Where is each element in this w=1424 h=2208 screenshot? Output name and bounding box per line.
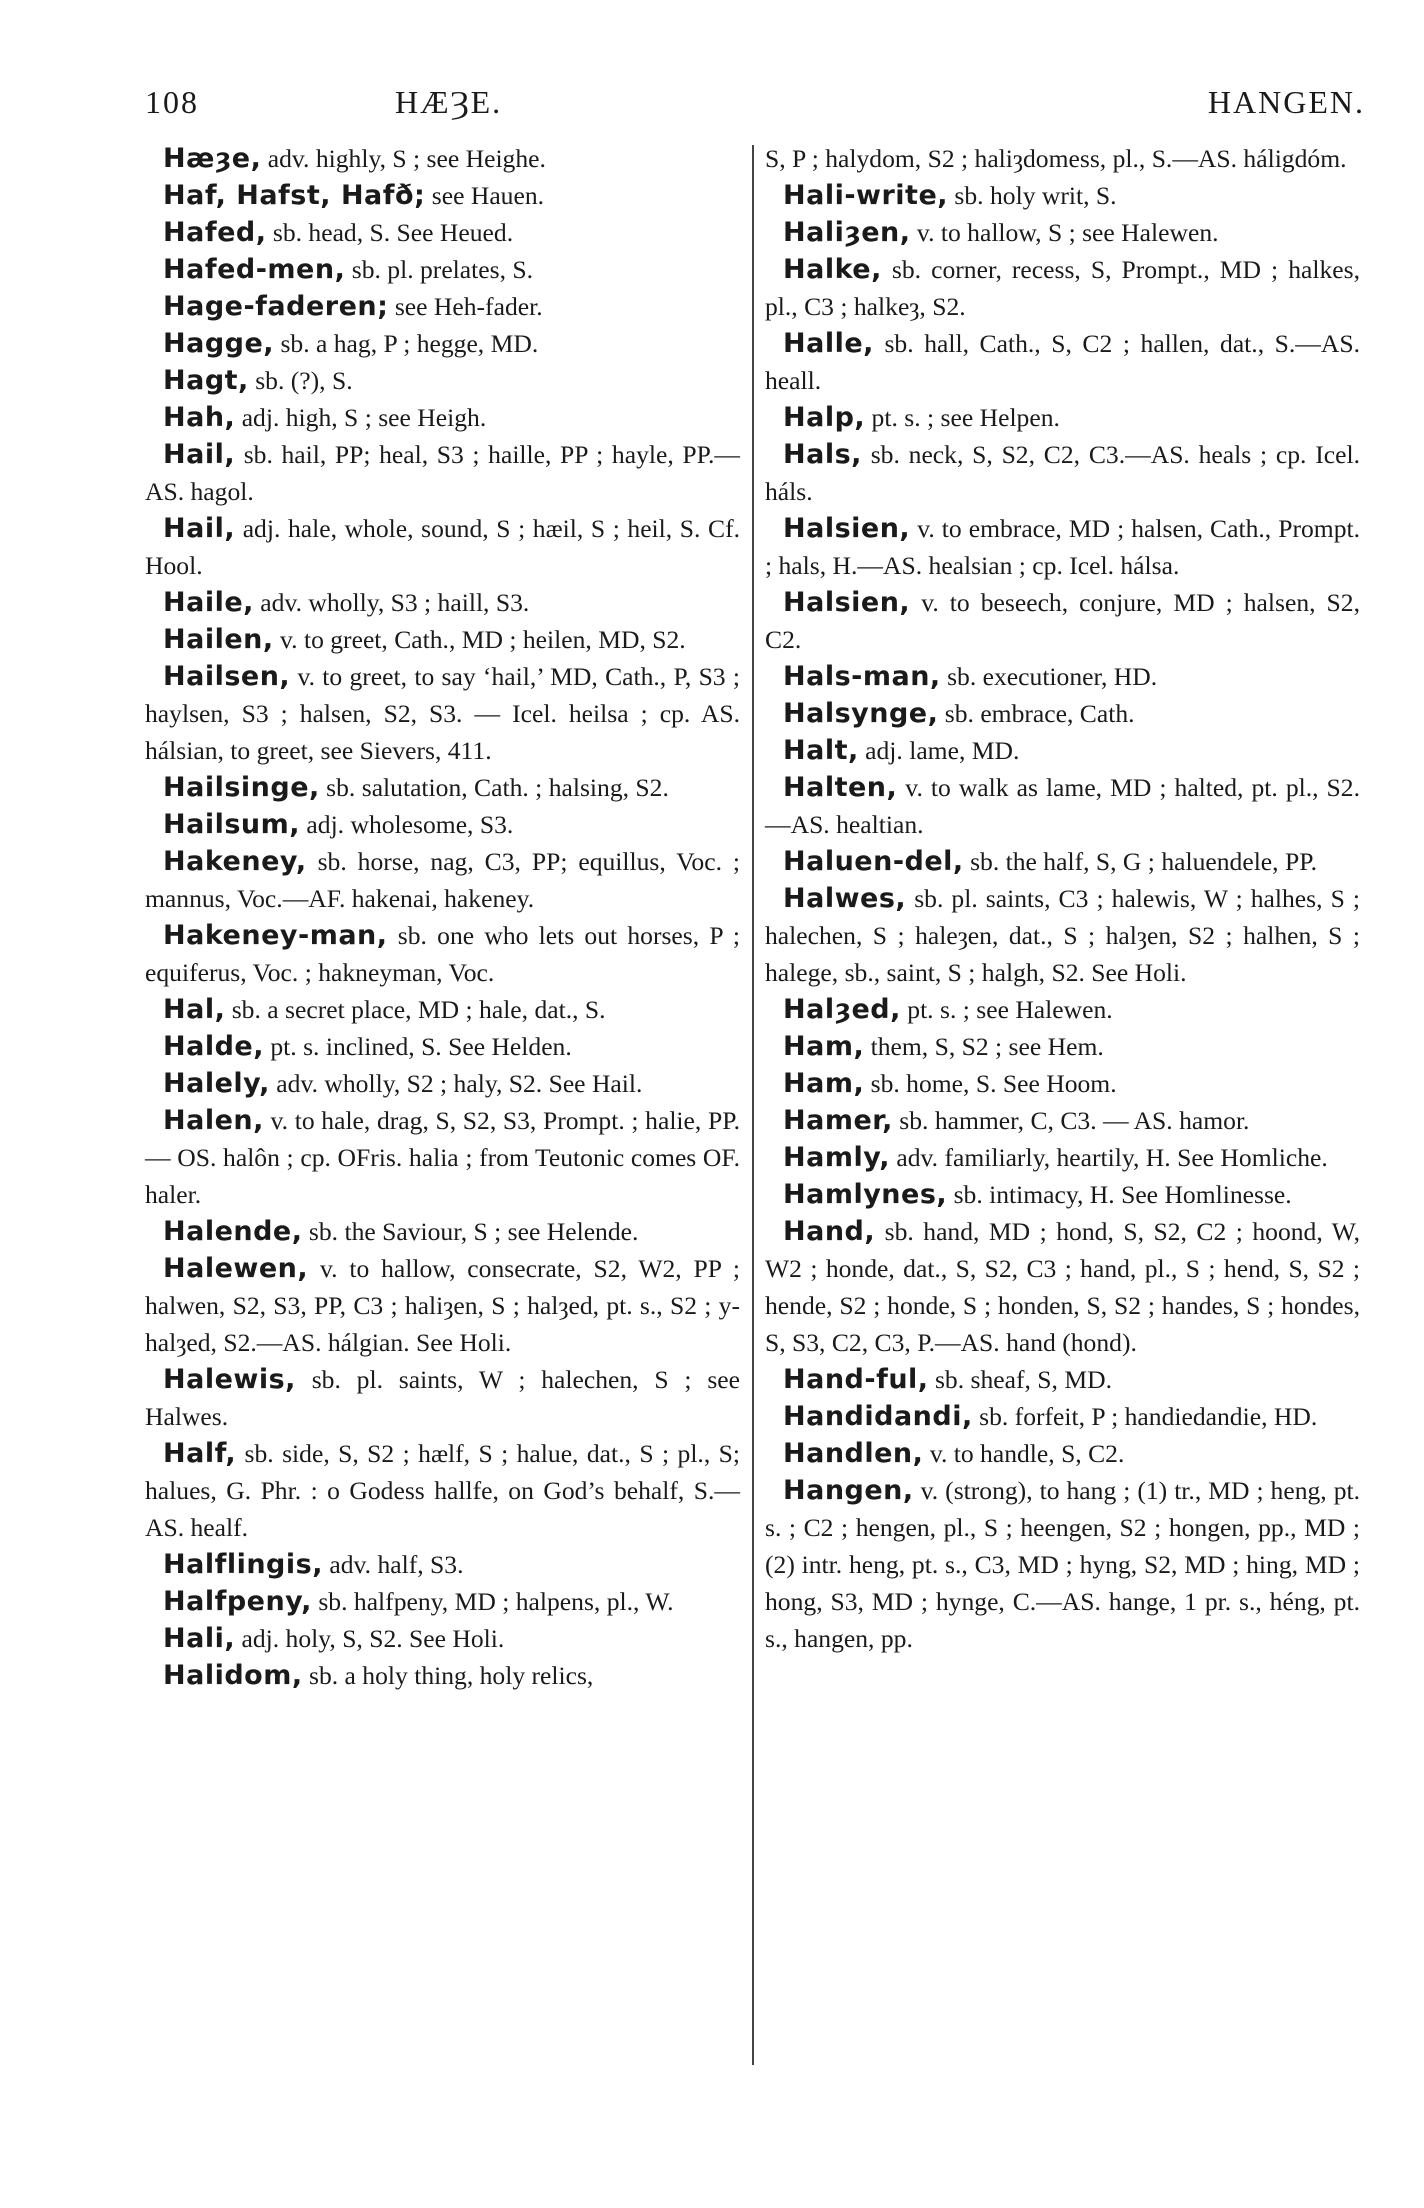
dictionary-entry [765, 1361, 1360, 1398]
entry-headword: Halle, [783, 328, 874, 359]
entry-headword: Hali-write, [783, 180, 949, 211]
entry-headword: Hand, [783, 1216, 876, 1247]
dictionary-entry [145, 140, 740, 177]
dictionary-entry [765, 436, 1360, 510]
entry-definition: sb. side, S, S2 ; hælf, S ; halue, dat., S ; pl., S; halues, G. Phr. : o Godess hallfe, on God’s behalf, S.—AS. healf. [145, 1439, 740, 1542]
dictionary-entry [765, 991, 1360, 1028]
entry-headword: Hail, [163, 439, 236, 470]
entry-headword: Hamer, [783, 1105, 893, 1136]
entry-headword: Handlen, [783, 1438, 924, 1469]
entry-definition: v. to hale, drag, S, S2, S3, Prompt. ; halie, PP. — OS. halôn ; cp. OFris. halia ; from Teutonic comes OF. haler. [145, 1106, 740, 1209]
dictionary-entry [765, 584, 1360, 658]
dictionary-entry [765, 769, 1360, 843]
entry-headword: Half, [163, 1438, 237, 1469]
dictionary-entry [145, 325, 740, 362]
entry-headword: Hailsinge, [163, 772, 320, 803]
entry-headword: Hals-man, [783, 661, 941, 692]
entry-headword: Halsynge, [783, 698, 939, 729]
entry-definition: adv. wholly, S2 ; haly, S2. See Hail. [269, 1069, 643, 1098]
entry-definition: sb. the half, S, G ; haluendele, PP. [963, 847, 1317, 876]
dictionary-entry [765, 510, 1360, 584]
entry-headword: Halewen, [163, 1253, 309, 1284]
entry-definition: sb. hail, PP; heal, S3 ; haille, PP ; hayle, PP.—AS. hagol. [145, 440, 740, 506]
dictionary-entry [145, 1583, 740, 1620]
entry-headword: Hah, [163, 402, 236, 433]
right-guide-word: HANGEN. [1207, 84, 1365, 120]
entry-definition: v. to handle, S, C2. [923, 1439, 1125, 1468]
entry-definition: S, P ; halydom, S2 ; haliȝdomess, pl., S.—AS. háligdóm. [765, 144, 1347, 173]
column-divider [752, 145, 754, 2065]
entry-definition: adj. holy, S, S2. See Holi. [235, 1624, 505, 1653]
entry-headword: Halely, [163, 1068, 270, 1099]
entry-definition: sb. a hag, P ; hegge, MD. [274, 329, 539, 358]
dictionary-entry [765, 1065, 1360, 1102]
dictionary-entry [145, 1213, 740, 1250]
dictionary-entry [145, 399, 740, 436]
entry-definition: sb. horse, nag, C3, PP; equillus, Voc. ; mannus, Voc.—AF. hakenai, hakeney. [145, 847, 740, 913]
entry-headword: Halflingis, [163, 1549, 323, 1580]
left-guide-word: HÆȜE. [395, 84, 503, 120]
entry-definition: sb. a holy thing, holy relics, [302, 1661, 594, 1690]
entry-headword: Halende, [163, 1216, 303, 1247]
dictionary-entry [765, 1176, 1360, 1213]
entry-definition: sb. hall, Cath., S, C2 ; hallen, dat., S.—AS. heall. [765, 329, 1360, 395]
entry-definition: sb. sheaf, S, MD. [928, 1365, 1112, 1394]
right-column [765, 140, 1360, 1657]
entry-definition: sb. salutation, Cath. ; halsing, S2. [319, 773, 669, 802]
entry-headword: Halt, [783, 735, 859, 766]
dictionary-entry [765, 1102, 1360, 1139]
dictionary-entry [765, 1139, 1360, 1176]
dictionary-entry [765, 1028, 1360, 1065]
dictionary-entry [145, 1102, 740, 1213]
entry-headword: Hals, [783, 439, 862, 470]
dictionary-entry [765, 140, 1360, 177]
entry-definition: see Heh-fader. [388, 292, 543, 321]
dictionary-entry [145, 1620, 740, 1657]
dictionary-entry [145, 1657, 740, 1694]
entry-headword: Hal, [163, 994, 226, 1025]
entry-definition: sb. one who lets out horses, P ; equiferus, Voc. ; hakneyman, Voc. [145, 921, 740, 987]
entry-definition: v. to embrace, MD ; halsen, Cath., Prompt. ; hals, H.—AS. healsian ; cp. Icel. hálsa. [765, 514, 1360, 580]
entry-definition: v. to hallow, consecrate, S2, W2, PP ; halwen, S2, S3, PP, C3 ; haliȝen, S ; halȝed, pt. s., S2 ; y-halȝed, S2.—AS. hálgian. See Holi. [145, 1254, 740, 1357]
entry-definition: sb. halfpeny, MD ; halpens, pl., W. [311, 1587, 674, 1616]
entry-headword: Halsien, [783, 587, 911, 618]
entry-definition: v. to beseech, conjure, MD ; halsen, S2, C2. [765, 588, 1360, 654]
entry-definition: sb. hand, MD ; hond, S, S2, C2 ; hoond, W, W2 ; honde, dat., S, S2, C3 ; hand, pl., S ; hend, S, S2 ; hende, S2 ; honde, S ; honden, S, S2 ; handes, S ; hondes, S, S3, C2, C3, P.—AS. hand (hond). [765, 1217, 1360, 1357]
entry-headword: Halsien, [783, 513, 911, 544]
dictionary-entry [145, 1028, 740, 1065]
entry-headword: Hafed-men, [163, 254, 346, 285]
entry-definition: sb. pl. saints, C3 ; halewis, W ; halhes, S ; halechen, S ; haleȝen, dat., S ; halȝen, S2 ; halhen, S ; halege, sb., saint, S ; halgh, S2. See Holi. [765, 884, 1360, 987]
entry-definition: sb. hammer, C, C3. — AS. hamor. [892, 1106, 1250, 1135]
dictionary-entry [145, 658, 740, 769]
dictionary-entry [765, 1435, 1360, 1472]
entry-headword: Halwes, [783, 883, 907, 914]
dictionary-entry [145, 806, 740, 843]
page-number: 108 [145, 84, 199, 120]
entry-definition: sb. (?), S. [248, 366, 353, 395]
entry-headword: Hamlynes, [783, 1179, 948, 1210]
dictionary-entry [145, 436, 740, 510]
entry-definition: sb. the Saviour, S ; see Helende. [302, 1217, 639, 1246]
dictionary-entry [145, 1250, 740, 1361]
entry-headword: Hakeney, [163, 846, 307, 877]
entry-headword: Handidandi, [783, 1401, 973, 1432]
dictionary-entry [765, 399, 1360, 436]
dictionary-entry [765, 1213, 1360, 1361]
entry-headword: Hailen, [163, 624, 274, 655]
dictionary-entry [145, 251, 740, 288]
entry-headword: Halke, [783, 254, 882, 285]
entry-headword: Hali, [163, 1623, 236, 1654]
entry-definition: adv. highly, S ; see Heighe. [261, 144, 546, 173]
dictionary-entry [145, 917, 740, 991]
dictionary-entry [145, 769, 740, 806]
entry-definition: pt. s. ; see Halewen. [900, 995, 1113, 1024]
entry-headword: Hagge, [163, 328, 275, 359]
entry-definition: sb. intimacy, H. See Homlinesse. [947, 1180, 1292, 1209]
entry-definition: sb. executioner, HD. [940, 662, 1158, 691]
entry-headword: Halfpeny, [163, 1586, 312, 1617]
entry-headword: Hailsen, [163, 661, 291, 692]
dictionary-entry [145, 214, 740, 251]
dictionary-entry [765, 177, 1360, 214]
dictionary-entry [765, 695, 1360, 732]
entry-headword: Haile, [163, 587, 254, 618]
left-column [145, 140, 740, 1694]
dictionary-entry [145, 1546, 740, 1583]
entry-definition: sb. forfeit, P ; handiedandie, HD. [972, 1402, 1318, 1431]
entry-headword: Ham, [783, 1068, 865, 1099]
entry-headword: Ham, [783, 1031, 865, 1062]
dictionary-entry [145, 510, 740, 584]
dictionary-entry [145, 288, 740, 325]
entry-headword: Hakeney-man, [163, 920, 388, 951]
dictionary-entry [145, 991, 740, 1028]
entry-definition: them, S, S2 ; see Hem. [864, 1032, 1104, 1061]
entry-definition: adj. lame, MD. [858, 736, 1020, 765]
dictionary-entry [765, 880, 1360, 991]
entry-definition: sb. neck, S, S2, C2, C3.—AS. heals ; cp. Icel. háls. [765, 440, 1360, 506]
entry-headword: Hail, [163, 513, 236, 544]
entry-definition: adv. familiarly, heartily, H. See Homliche. [889, 1143, 1328, 1172]
entry-headword: Hage-faderen; [163, 291, 389, 322]
entry-definition: v. to greet, to say ‘hail,’ MD, Cath., P, S3 ; haylsen, S3 ; halsen, S2, S3. — Icel. heilsa ; cp. AS. hálsian, to greet, see Sievers, 411. [145, 662, 740, 765]
entry-headword: Haliȝen, [783, 217, 911, 248]
entry-definition: sb. a secret place, MD ; hale, dat., S. [225, 995, 606, 1024]
entry-headword: Hagt, [163, 365, 249, 396]
entry-definition: sb. pl. prelates, S. [345, 255, 534, 284]
dictionary-entry [145, 1065, 740, 1102]
dictionary-entry [145, 362, 740, 399]
entry-definition: v. to greet, Cath., MD ; heilen, MD, S2. [273, 625, 686, 654]
dictionary-entry [145, 177, 740, 214]
entry-definition: pt. s. ; see Helpen. [865, 403, 1060, 432]
entry-definition: adj. high, S ; see Heigh. [235, 403, 487, 432]
dictionary-entry [145, 1361, 740, 1435]
entry-headword: Hand-ful, [783, 1364, 929, 1395]
entry-definition: sb. pl. saints, W ; halechen, S ; see Halwes. [145, 1365, 740, 1431]
entry-definition: sb. home, S. See Hoom. [864, 1069, 1117, 1098]
entry-definition: adj. wholesome, S3. [300, 810, 514, 839]
entry-definition: v. (strong), to hang ; (1) tr., MD ; heng, pt. s. ; C2 ; hengen, pl., S ; heengen, S2 ; hongen, pp., MD ; (2) intr. heng, pt. s., C3, MD ; hyng, S2, MD ; hing, MD ; hong, S3, MD ; hynge, C.—AS. hange, 1 pr. s., héng, pt. s., hangen, pp. [765, 1476, 1360, 1653]
dictionary-entry [765, 1472, 1360, 1657]
dictionary-entry [765, 1398, 1360, 1435]
entry-definition: v. to walk as lame, MD ; halted, pt. pl., S2.—AS. healtian. [765, 773, 1360, 839]
entry-definition: pt. s. inclined, S. See Helden. [263, 1032, 572, 1061]
dictionary-entry [765, 658, 1360, 695]
entry-headword: Hafed, [163, 217, 267, 248]
entry-headword: Halewis, [163, 1364, 296, 1395]
entry-definition: adv. half, S3. [322, 1550, 464, 1579]
dictionary-entry [765, 732, 1360, 769]
entry-definition: v. to hallow, S ; see Halewen. [910, 218, 1219, 247]
entry-definition: sb. holy writ, S. [948, 181, 1117, 210]
entry-definition: see Hauen. [425, 181, 545, 210]
dictionary-entry [145, 584, 740, 621]
entry-definition: sb. corner, recess, S, Prompt., MD ; halkes, pl., C3 ; halkeȝ, S2. [765, 255, 1360, 321]
entry-definition: sb. head, S. See Heued. [266, 218, 514, 247]
dictionary-entry [145, 1435, 740, 1546]
entry-headword: Haluen-del, [783, 846, 964, 877]
entry-headword: Hamly, [783, 1142, 890, 1173]
entry-headword: Halen, [163, 1105, 264, 1136]
dictionary-entry [765, 843, 1360, 880]
entry-headword: Halde, [163, 1031, 264, 1062]
entry-headword: Hæȝe, [163, 143, 262, 174]
entry-headword: Halidom, [163, 1660, 303, 1691]
dictionary-entry [765, 214, 1360, 251]
dictionary-entry [145, 621, 740, 658]
entry-headword: Hailsum, [163, 809, 301, 840]
entry-definition: adv. wholly, S3 ; haill, S3. [253, 588, 530, 617]
entry-headword: Haf, Hafst, Hafð; [163, 180, 426, 211]
entry-headword: Halten, [783, 772, 898, 803]
entry-definition: sb. embrace, Cath. [938, 699, 1135, 728]
dictionary-entry [765, 325, 1360, 399]
dictionary-entry [765, 251, 1360, 325]
running-header [145, 84, 1365, 134]
entry-definition: adj. hale, whole, sound, S ; hæil, S ; heil, S. Cf. Hool. [145, 514, 740, 580]
dictionary-entry [145, 843, 740, 917]
entry-headword: Halȝed, [783, 994, 901, 1025]
entry-headword: Hangen, [783, 1475, 914, 1506]
entry-headword: Halp, [783, 402, 866, 433]
